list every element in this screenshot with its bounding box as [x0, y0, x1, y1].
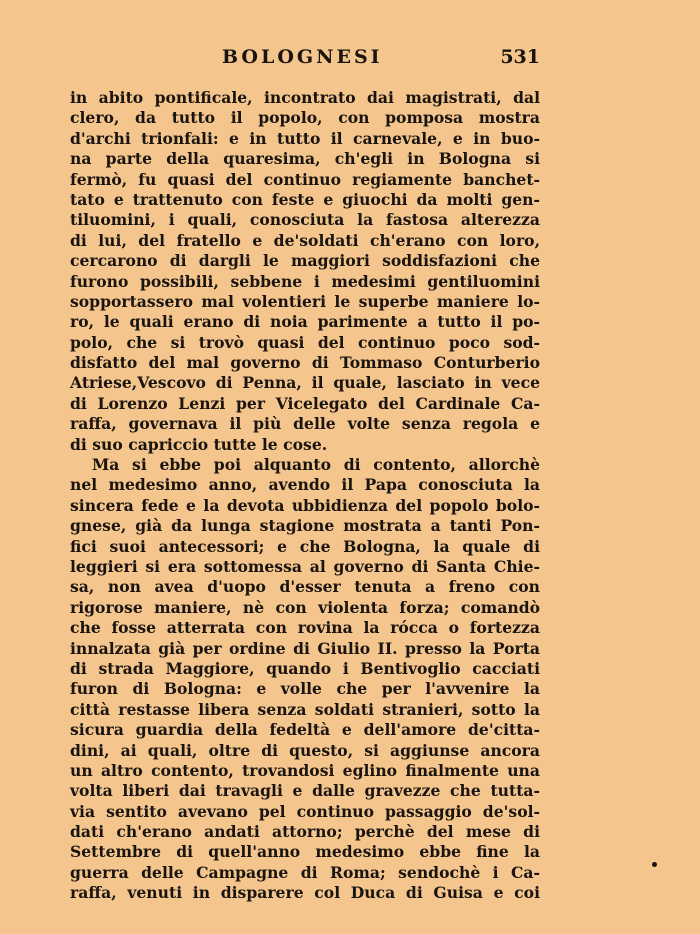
text-line: sa, non avea d'uopo d'esser tenuta a freno con — [70, 577, 540, 597]
text-line: na parte della quaresima, ch'egli in Bologna si — [70, 149, 540, 169]
text-line: furon di Bologna: e volle che per l'avvenire la — [70, 679, 540, 699]
text-line: d'archi trionfali: e in tutto il carnevale, e in buo- — [70, 128, 540, 148]
text-line: clero, da tutto il popolo, con pomposa mostra — [70, 108, 540, 128]
text-line: di suo capriccio tutte le cose. — [70, 434, 328, 454]
page-number: 531 — [500, 46, 540, 68]
text-line: furono possibili, sebbene i medesimi gentiluomini — [70, 271, 540, 291]
text-line: di strada Maggiore, quando i Bentivoglio cacciati — [70, 658, 540, 678]
text-line: gnese, già da lunga stagione mostrata a tanti Pon- — [70, 516, 540, 536]
text-line: città restasse libera senza soldati stranieri, sotto la — [70, 699, 540, 719]
text-line: dini, ai quali, oltre di questo, si aggiunse ancora — [70, 740, 540, 760]
text-line: Settembre di quell'anno medesimo ebbe fine la — [70, 842, 540, 862]
text-line: raffa, venuti in disparere col Duca di Guisa e coi — [70, 883, 540, 903]
text-line: guerra delle Campagne di Roma; sendochè i Ca- — [70, 862, 540, 882]
running-title: BOLOGNESI — [222, 46, 383, 68]
text-line: ro, le quali erano di noia parimente a tutto il po- — [70, 312, 540, 332]
text-line: un altro contento, trovandosi eglino finalmente una — [70, 760, 540, 780]
text-line: via sentito avevano pel continuo passaggio de'sol- — [70, 801, 540, 821]
text-line: tiluomini, i quali, conosciuta la fastosa alterezza — [70, 210, 540, 230]
text-line: cercarono di dargli le maggiori soddisfazioni che — [70, 251, 540, 271]
text-line: sincera fede e la devota ubbidienza del popolo bolo- — [70, 495, 540, 515]
text-line: Ma si ebbe poi alquanto di contento, allorchè — [92, 455, 540, 475]
text-line: di Lorenzo Lenzi per Vicelegato del Cardinale Ca- — [70, 393, 540, 413]
ink-speck — [652, 862, 657, 867]
text-line: dati ch'erano andati attorno; perchè del mese di — [70, 822, 540, 842]
text-line: Atriese,Vescovo di Penna, il quale, lasciato in vece — [70, 373, 540, 393]
text-line: fici suoi antecessori; e che Bologna, la quale di — [70, 536, 540, 556]
text-line: raffa, governava il più delle volte senza regola e — [70, 414, 540, 434]
text-line: sopportassero mal volentieri le superbe maniere lo- — [70, 291, 540, 311]
text-line: polo, che si trovò quasi del continuo poco sod- — [70, 332, 540, 352]
page-header — [70, 46, 540, 76]
text-line: disfatto del mal governo di Tommaso Conturberio — [70, 353, 540, 373]
text-line: leggieri si era sottomessa al governo di Santa Chie- — [70, 556, 540, 576]
text-line: di lui, del fratello e de'soldati ch'erano con loro, — [70, 230, 540, 250]
text-line: nel medesimo anno, avendo il Papa conosciuta la — [70, 475, 540, 495]
body-text — [70, 88, 540, 904]
text-line: volta liberi dai travagli e dalle gravezze che tutta- — [70, 781, 540, 801]
text-line: che fosse atterrata con rovina la rócca o fortezza — [70, 618, 540, 638]
text-line: innalzata già per ordine di Giulio II. presso la Porta — [70, 638, 540, 658]
text-line: tato e trattenuto con feste e giuochi da molti gen- — [70, 189, 540, 209]
text-line: sicura guardia della fedeltà e dell'amore de'citta- — [70, 720, 540, 740]
text-line: in abito pontificale, incontrato dai magistrati, dal — [70, 88, 540, 107]
text-line: rigorose maniere, nè con violenta forza; comandò — [70, 597, 540, 617]
text-line: fermò, fu quasi del continuo regiamente banchet- — [70, 169, 540, 189]
